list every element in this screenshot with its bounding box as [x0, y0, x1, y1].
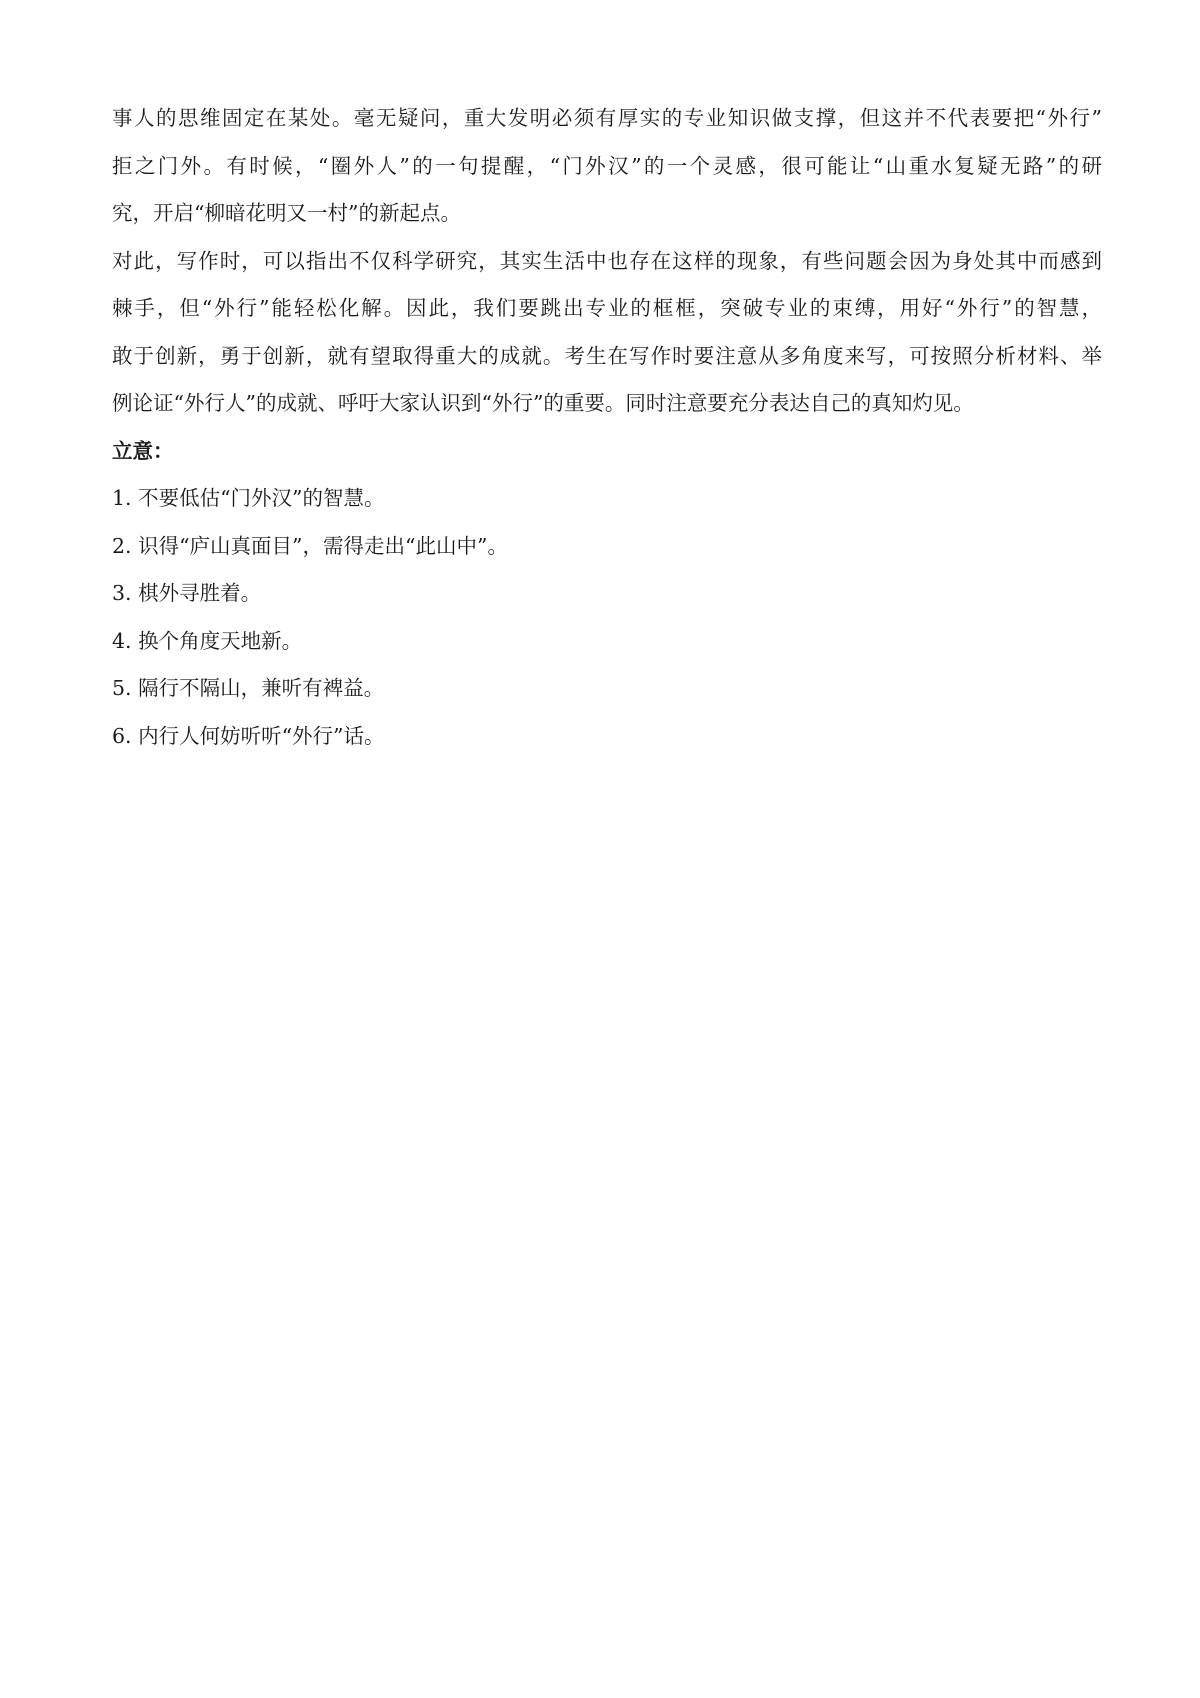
- paragraph-line: 对此，写作时，可以指出不仅科学研究，其实生活中也存在这样的现象，有些问题会因为身处其中而感到: [112, 248, 1102, 273]
- list-item: 3. 棋外寻胜着。: [112, 581, 262, 605]
- section-heading: 立意：: [112, 438, 174, 463]
- theme-list: [112, 475, 1102, 760]
- paragraph-writing-guidance: [112, 238, 1102, 428]
- paragraph-material-analysis: [112, 95, 1102, 238]
- list-item: 1. 不要低估“门外汉”的智慧。: [112, 486, 385, 510]
- paragraph-line: 事人的思维固定在某处。毫无疑问，重大发明必须有厚实的专业知识做支撑，但这并不代表要把“外行”: [112, 106, 1102, 130]
- paragraph-line: 究，开启“柳暗花明又一村”的新起点。: [112, 201, 461, 225]
- list-item: 6. 内行人何妨听听“外行”话。: [112, 723, 385, 748]
- paragraph-line: 例论证“外行人”的成就、呼吁大家认识到“外行”的重要。同时注意要充分表达自己的真知灼见。: [112, 391, 974, 415]
- paragraph-line: 拒之门外。有时候，“圈外人”的一句提醒，“门外汉”的一个灵感，很可能让“山重水复疑无路”的研: [112, 153, 1102, 178]
- list-item: 2. 识得“庐山真面目”，需得走出“此山中”。: [112, 533, 508, 558]
- document-body: [112, 95, 1102, 760]
- paragraph-line: 敢于创新，勇于创新，就有望取得重大的成就。考生在写作时要注意从多角度来写，可按照分析材料、举: [112, 343, 1102, 368]
- list-item: 4. 换个角度天地新。: [112, 628, 303, 653]
- paragraph-line: 棘手，但“外行”能轻松化解。因此，我们要跳出专业的框框，突破专业的束缚，用好“外行”的智慧，: [112, 296, 1102, 320]
- list-item: 5. 隔行不隔山，兼听有裨益。: [112, 676, 385, 700]
